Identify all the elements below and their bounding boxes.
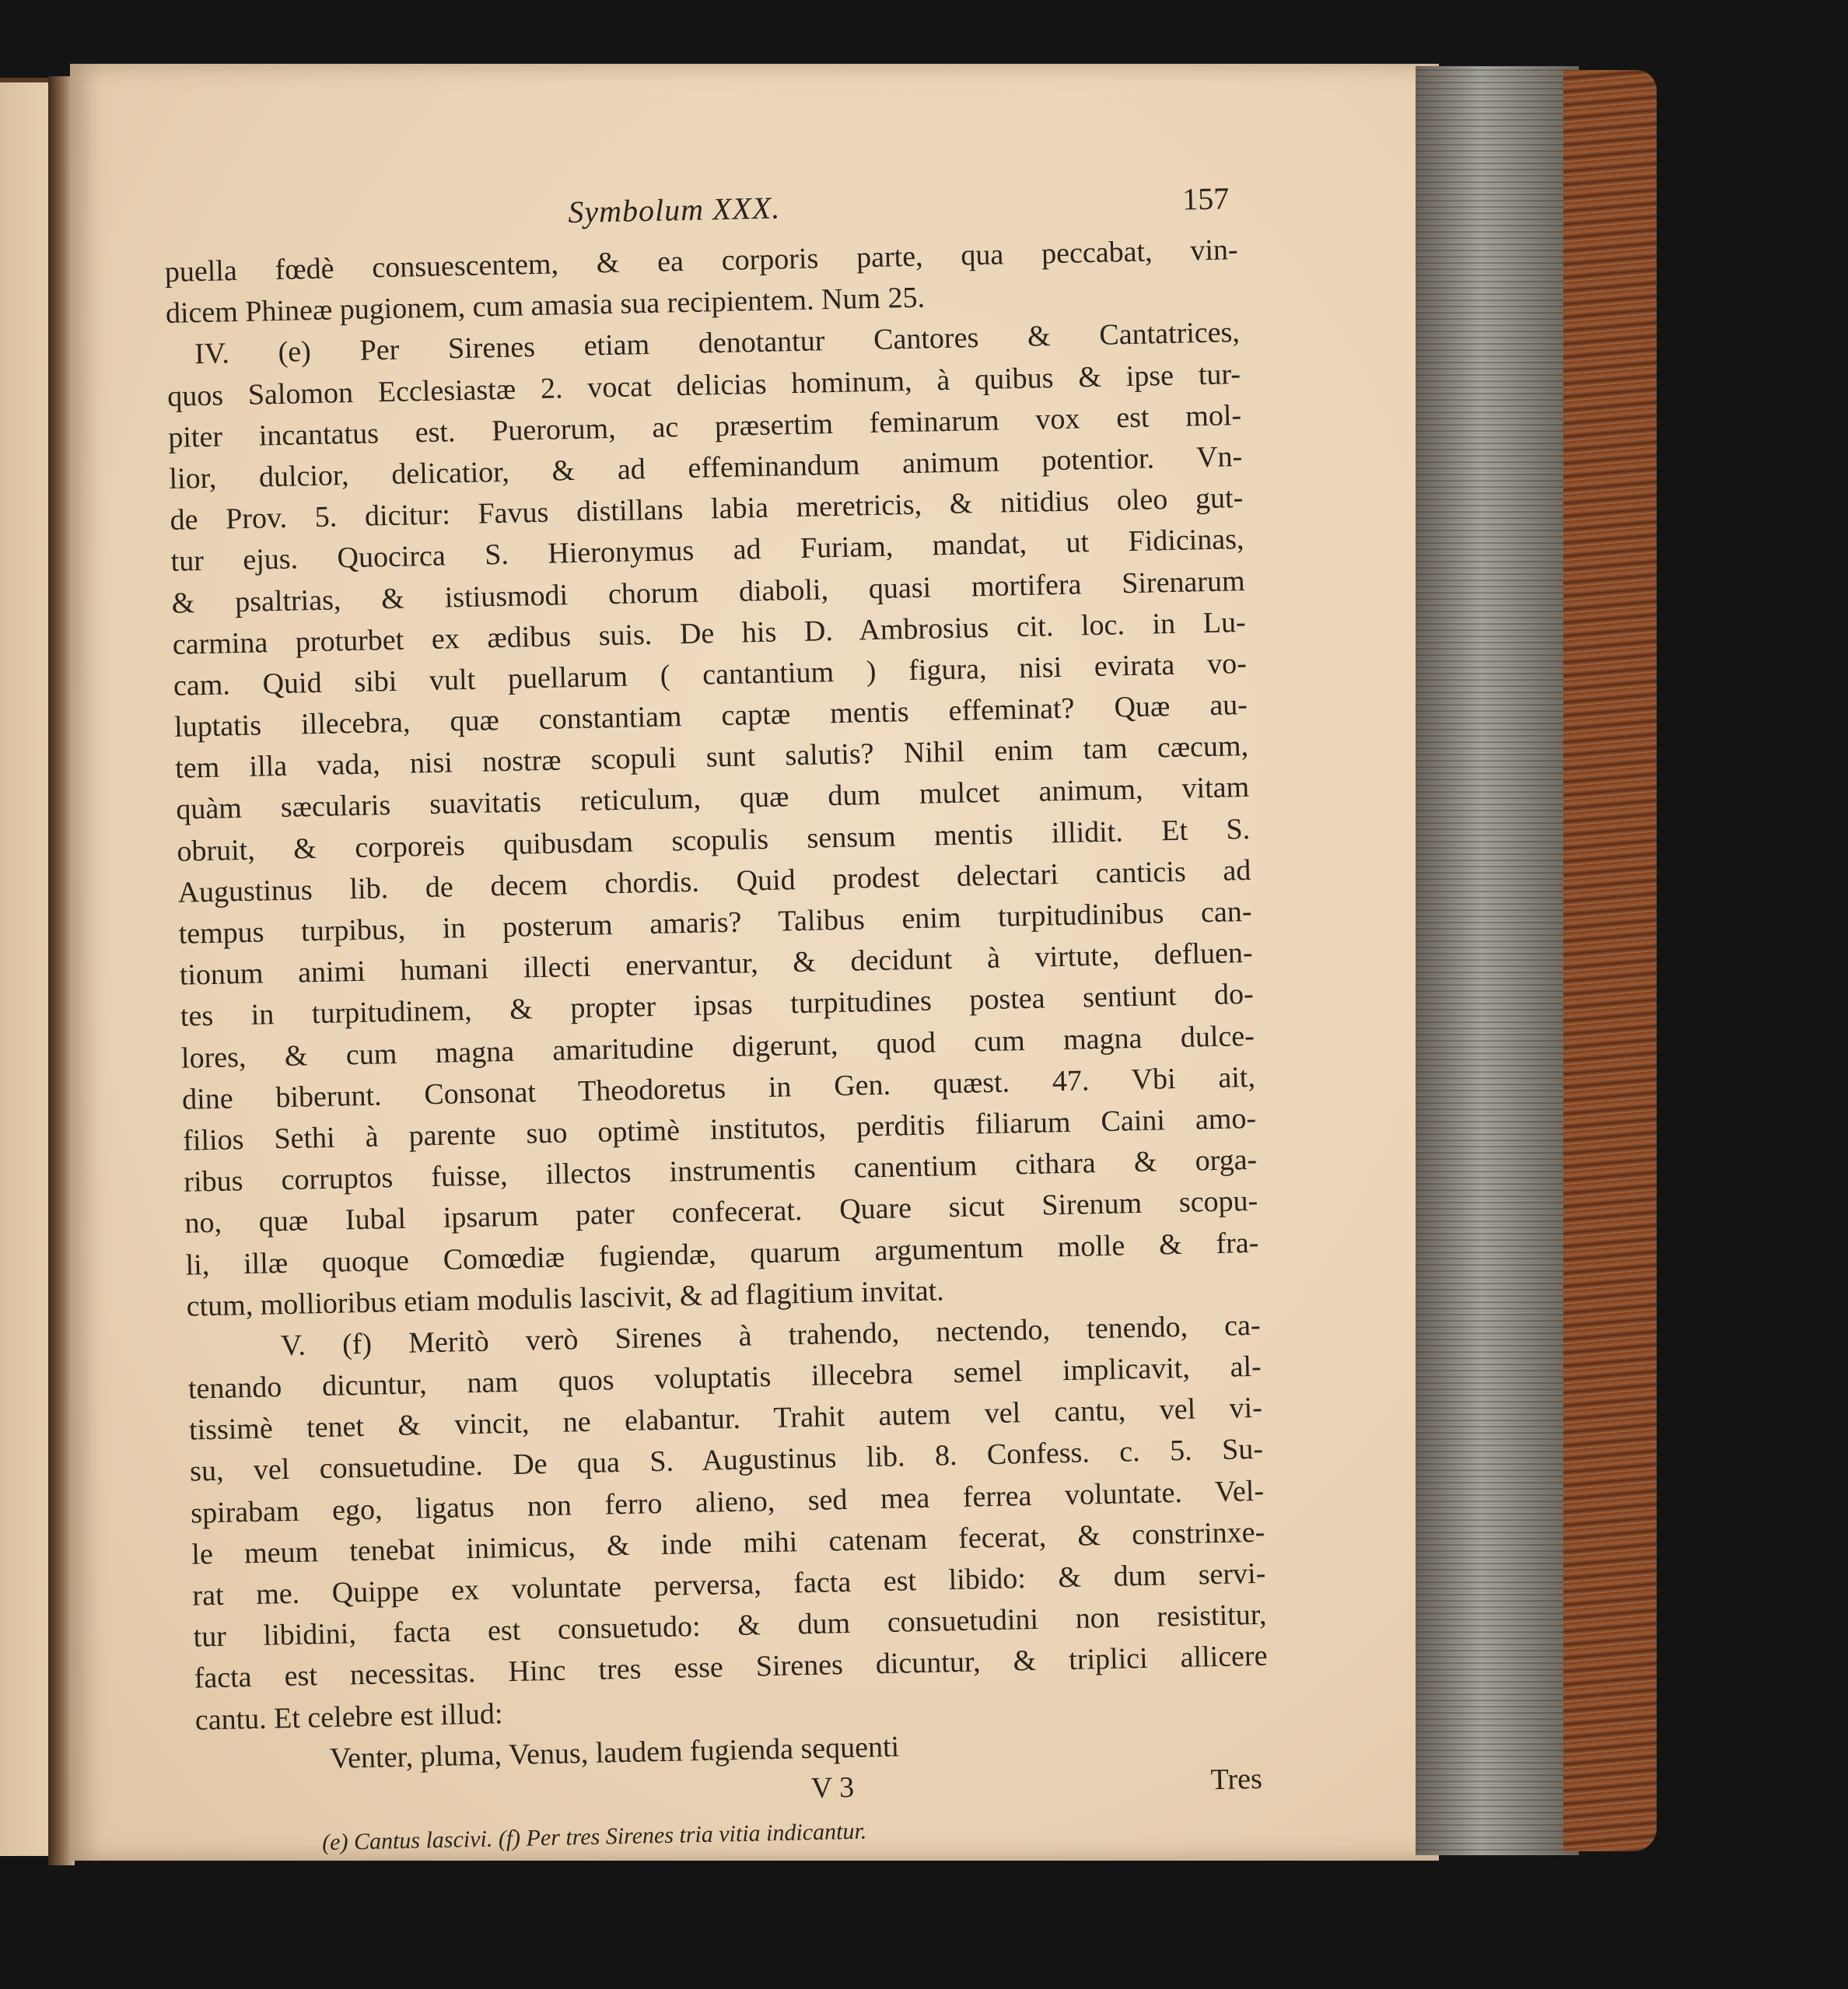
text-line: V. (f) Meritò verò Sirenes à trahendo, nectendo, tenendo, ca-: [280, 1308, 1261, 1363]
text-line: tempus turpibus, in posterum amaris? Talibus enim turpitudinibus can-: [178, 895, 1252, 951]
page-number: 157: [1181, 180, 1230, 217]
text-line: rat me. Quippe ex voluntate perversa, facta est libido: & dum servi-: [192, 1557, 1266, 1613]
verse-line: Venter, pluma, Venus, laudem fugienda sequenti: [329, 1730, 900, 1775]
footnote: (e) Cantus lascivi. (f) Per tres Sirenes tria vitia indicantur.: [321, 1818, 867, 1856]
text-line: facta est necessitas. Hinc tres esse Sirenes dicuntur, & triplici allicere: [194, 1640, 1268, 1695]
leather-cover: [1563, 70, 1657, 1851]
text-line: tissimè tenet & vincit, ne elabantur. Trahit autem vel cantu, vel vi-: [188, 1392, 1263, 1447]
text-line: ctum, mollioribus etiam modulis lascivit, & ad flagitium invitat.: [186, 1273, 945, 1323]
text-line: puella fœdè consuescentem, & ea corporis parte, qua peccabat, vin-: [164, 233, 1239, 289]
text-line: quos Salomon Ecclesiastæ 2. vocat delicias hominum, à quibus & ipse tur-: [166, 357, 1241, 413]
running-head: Symbolum XXX.: [567, 190, 781, 230]
text-line: su, vel consuetudine. De qua S. Augustinus lib. 8. Confess. c. 5. Su-: [189, 1433, 1264, 1489]
text-block: [163, 180, 1271, 1858]
catchword: Tres: [1210, 1762, 1263, 1797]
text-line: no, quæ Iubal ipsarum pater confecerat. Quare sicut Sirenum scopu-: [184, 1185, 1258, 1241]
page-edge-shadow: [1416, 66, 1579, 1855]
text-line: dine biberunt. Consonat Theodoretus in Gen. quæst. 47. Vbi ait,: [181, 1060, 1256, 1116]
text-line: lior, dulcior, delicatior, & ad effeminandum animum potentior. Vn-: [169, 439, 1243, 495]
text-line: quàm sæcularis suavitatis reticulum, quæ dum mulcet animum, vitam: [175, 771, 1250, 827]
text-line: cantu. Et celebre est illud:: [194, 1697, 503, 1737]
text-line: tenando dicuntur, nam quos voluptatis illecebra semel implicavit, al-: [187, 1350, 1262, 1406]
text-line: tur ejus. Quocirca S. Hieronymus ad Furiam, mandat, ut Fidicinas,: [170, 523, 1244, 579]
text-line: carmina proturbet ex ædibus suis. De his D. Ambrosius cit. loc. in Lu-: [172, 605, 1247, 661]
text-line: dicem Phineæ pugionem, cum amasia sua recipientem. Num 25.: [165, 281, 926, 331]
text-line: IV. (e) Per Sirenes etiam denotantur Cantores & Cantatrices,: [194, 316, 1241, 371]
text-line: de Prov. 5. dicitur: Favus distillans labia meretricis, & nitidius oleo gut-: [170, 481, 1244, 538]
text-line: filios Sethi à parente suo optimè institutos, perditis filiarum Caini amo-: [182, 1101, 1257, 1157]
text-line: piter incantatus est. Puerorum, ac præsertim feminarum vox est mol-: [167, 398, 1242, 454]
text-line: le meum tenebat inimicus, & inde mihi catenam fecerat, & constrinxe-: [191, 1515, 1265, 1571]
text-line: & psaltrias, & istiusmodi chorum diaboli, quasi mortifera Sirenarum: [171, 564, 1245, 620]
text-line: cam. Quid sibi vult puellarum ( cantantium ) figura, nisi evirata vo-: [173, 646, 1248, 702]
text-line: Augustinus lib. de decem chordis. Quid prodest delectari canticis ad: [177, 853, 1251, 909]
text-line: obruit, & corporeis quibusdam scopulis sensum mentis illidit. Et S.: [177, 812, 1251, 868]
text-line: ribus corruptos fuisse, illectos instrumentis canentium cithara & orga-: [183, 1143, 1258, 1199]
signature-mark: V 3: [810, 1770, 855, 1805]
text-line: tem illa vada, nisi nostræ scopuli sunt salutis? Nihil enim tam cæcum,: [174, 730, 1249, 786]
text-line: tes in turpitudinem, & propter ipsas turpitudines postea sentiunt do-: [180, 978, 1255, 1034]
text-line: tionum animi humani illecti enervantur, & decidunt à virtute, defluen-: [179, 937, 1253, 992]
text-line: lores, & cum magna amaritudine digerunt, quod cum magna dulce-: [180, 1019, 1255, 1075]
text-line: li, illæ quoque Comœdiæ fugiendæ, quarum argumentum molle & fra-: [185, 1226, 1259, 1282]
text-line: tur libidini, facta est consuetudo: & dum consuetudini non resistitur,: [193, 1598, 1267, 1654]
text-line: spirabam ego, ligatus non ferro alieno, sed mea ferrea voluntate. Vel-: [190, 1474, 1265, 1530]
text-line: luptatis illecebra, quæ constantiam captæ mentis effeminat? Quæ au-: [173, 688, 1248, 744]
